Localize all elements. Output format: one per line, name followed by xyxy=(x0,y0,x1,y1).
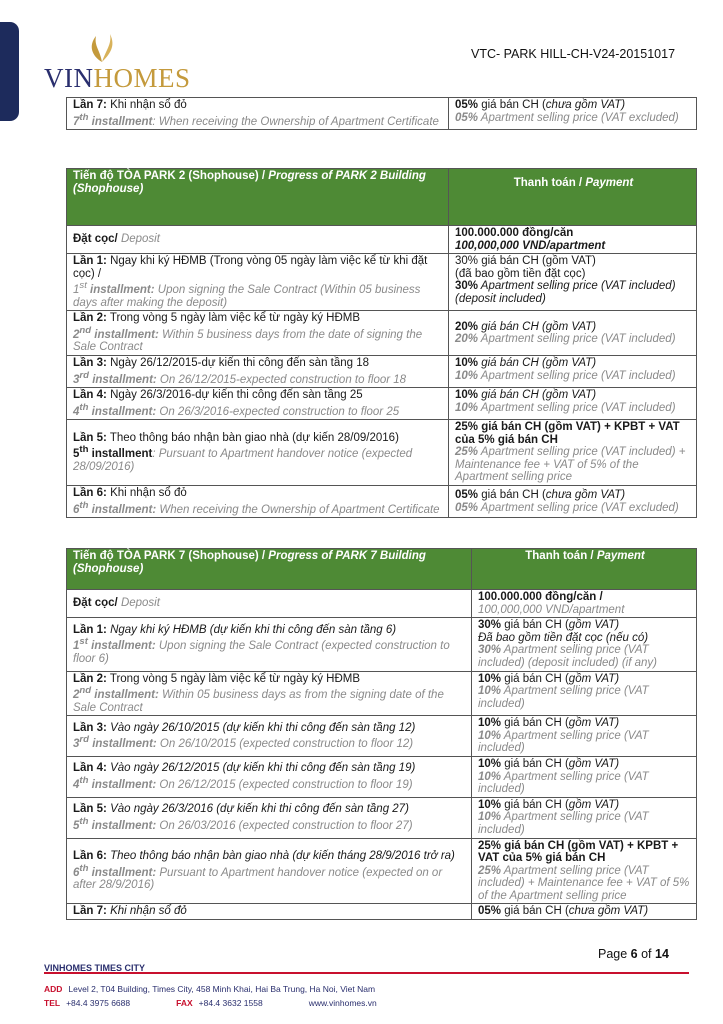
side-tab xyxy=(0,22,19,121)
footer-contact: TEL +84.4 3975 6688 FAX +84.4 3632 1558 www.vinhomes.vn xyxy=(44,998,377,1008)
payment-cell: 25% giá bán CH (gồm VAT) + KPBT + VAT của 5% giá bán CH 25% Apartment selling price (VAT included) + Maintenance fee + VAT of 5% of the Apartment selling price xyxy=(449,420,697,486)
payment-cell: 100.000.000 đồng/căn 100,000,000 VND/apartment xyxy=(449,226,697,254)
table-row xyxy=(67,98,697,130)
page-number: Page 6 of 14 xyxy=(598,947,669,961)
installment-cell: Lần 3: Ngày 26/12/2015-dự kiến thi công đến sàn tầng 18 3rd installment: On 26/12/2015-expected construction to floor 18 xyxy=(67,356,449,388)
installment-cell: Lần 5: Vào ngày 26/3/2016 (dự kiến khi thi công đến sàn tầng 27) 5th installment: On 26/03/2016 (expected construction to floor 27) xyxy=(67,797,472,838)
payment-cell: 10% giá bán CH (gồm VAT) 10% Apartment selling price (VAT included) xyxy=(472,671,697,716)
park2-payment-table xyxy=(66,168,697,518)
table-row xyxy=(67,797,697,838)
vinhomes-logo: VINHOMES xyxy=(44,63,191,93)
installment-cell: Lần 6: Khi nhận sổ đỏ 6th installment: When receiving the Ownership of Apartment Certificate xyxy=(67,486,449,518)
payment-cell: 25% giá bán CH (gồm VAT) + KPBT + VAT của 5% giá bán CH 25% Apartment selling price (VAT included) + Maintenance fee + VAT of 5% of the Apartment selling price xyxy=(472,838,697,904)
progress-header: Tiến độ TÒA PARK 7 (Shophouse) / Progress of PARK 7 Building (Shophouse) xyxy=(67,549,472,590)
footer-company: VINHOMES TIMES CITY xyxy=(44,963,146,973)
table-row xyxy=(67,618,697,671)
payment-cell: 30% giá bán CH (gồm VAT) Đã bao gồm tiền đặt cọc (nếu có) 30% Apartment selling price (VAT included) (deposit included) (if any) xyxy=(472,618,697,671)
payment-cell: 05% giá bán CH (chưa gồm VAT) 05% Apartment selling price (VAT excluded) xyxy=(449,486,697,518)
payment-cell: 05% giá bán CH (chưa gồm VAT) 05% Apartment selling price (VAT excluded) xyxy=(449,98,697,130)
payment-header: Thanh toán / Payment xyxy=(449,169,697,226)
table-row xyxy=(67,254,697,311)
park7-payment-table xyxy=(66,548,697,920)
table-row xyxy=(67,356,697,388)
installment-cell: Lần 6: Theo thông báo nhận bàn giao nhà (dự kiến tháng 28/9/2016 trở ra) 6th installment: Pursuant to Apartment handover notice (expected on or after 28/9/2016) xyxy=(67,838,472,904)
footer-divider xyxy=(44,972,689,974)
installment-cell: Lần 4: Vào ngày 26/12/2015 (dự kiến khi thi công đến sàn tầng 19) 4th installment: On 26/12/2015 (expected construction to floor 19) xyxy=(67,756,472,797)
vinhomes-flame-icon xyxy=(82,32,122,64)
progress-header: Tiến độ TÒA PARK 2 (Shophouse) / Progress of PARK 2 Building (Shophouse) xyxy=(67,169,449,226)
table-row xyxy=(67,420,697,486)
payment-cell: 05% giá bán CH (chưa gồm VAT) xyxy=(472,904,697,920)
deposit-cell: Đặt cọc/ Deposit xyxy=(67,226,449,254)
installment-cell: Lần 4: Ngày 26/3/2016-dự kiến thi công đến sàn tầng 25 4th installment: On 26/3/2016-expected construction to floor 25 xyxy=(67,388,449,420)
installment-cell: Lần 1: Ngay khi ký HĐMB (dự kiến khi thi công đến sàn tầng 6) 1st installment: Upon signing the Sale Contract (expected construction to floor 6) xyxy=(67,618,472,671)
payment-cell: 10% giá bán CH (gồm VAT) 10% Apartment selling price (VAT included) xyxy=(472,797,697,838)
installment-cell: Lần 2: Trong vòng 5 ngày làm việc kể từ ngày ký HĐMB 2nd installment: Within 05 business days as from the signing date of the Sale Contract xyxy=(67,671,472,716)
payment-cell: 10% giá bán CH (gồm VAT) 10% Apartment selling price (VAT included) xyxy=(472,716,697,757)
installment-cell: Lần 7: Khi nhận sổ đỏ 7th installment: When receiving the Ownership of Apartment Certificate xyxy=(67,98,449,130)
footer-address: ADD Level 2, T04 Building, Times City, 458 Minh Khai, Hai Ba Trung, Ha Noi, Viet Nam xyxy=(44,984,376,994)
payment-table-continued xyxy=(66,97,697,130)
table-row xyxy=(67,226,697,254)
table-row xyxy=(67,388,697,420)
table-row xyxy=(67,838,697,904)
table-row xyxy=(67,904,697,920)
payment-cell: 10% giá bán CH (gồm VAT) 10% Apartment selling price (VAT included) xyxy=(449,356,697,388)
table-row xyxy=(67,486,697,518)
table-header xyxy=(67,549,697,590)
installment-cell: Lần 5: Theo thông báo nhận bàn giao nhà (dự kiến 28/09/2016) 5th installment: Pursuant to Apartment handover notice (expected 28/09/2016) xyxy=(67,420,449,486)
payment-cell: 10% giá bán CH (gồm VAT) 10% Apartment selling price (VAT included) xyxy=(449,388,697,420)
payment-cell: 30% giá bán CH (gồm VAT) (đã bao gồm tiền đặt cọc) 30% Apartment selling price (VAT included)(deposit included) xyxy=(449,254,697,311)
table-row xyxy=(67,716,697,757)
website-link[interactable]: www.vinhomes.vn xyxy=(308,998,377,1008)
table-row xyxy=(67,311,697,356)
table-header xyxy=(67,169,697,226)
installment-cell: Lần 3: Vào ngày 26/10/2015 (dự kiến khi thi công đến sàn tầng 12) 3rd installment: On 26/10/2015 (expected construction to floor 12) xyxy=(67,716,472,757)
payment-cell: 20% giá bán CH (gồm VAT) 20% Apartment selling price (VAT included) xyxy=(449,311,697,356)
installment-cell: Lần 2: Trong vòng 5 ngày làm việc kể từ ngày ký HĐMB 2nd installment: Within 5 business days from the date of signing the Sale Contract xyxy=(67,311,449,356)
table-row xyxy=(67,756,697,797)
table-row xyxy=(67,671,697,716)
table-row xyxy=(67,590,697,618)
payment-header: Thanh toán / Payment xyxy=(472,549,697,590)
deposit-cell: Đặt cọc/ Deposit xyxy=(67,590,472,618)
installment-cell: Lần 7: Khi nhận sổ đỏ xyxy=(67,904,472,920)
document-reference: VTC- PARK HILL-CH-V24-20151017 xyxy=(471,47,676,61)
payment-cell: 10% giá bán CH (gồm VAT) 10% Apartment selling price (VAT included) xyxy=(472,756,697,797)
payment-cell: 100.000.000 đồng/căn / 100,000,000 VND/apartment xyxy=(472,590,697,618)
installment-cell: Lần 1: Ngay khi ký HĐMB (Trong vòng 05 ngày làm việc kể từ khi đặt cọc) / 1st installment: Upon signing the Sale Contract (Within 05 business days after making the deposit) xyxy=(67,254,449,311)
